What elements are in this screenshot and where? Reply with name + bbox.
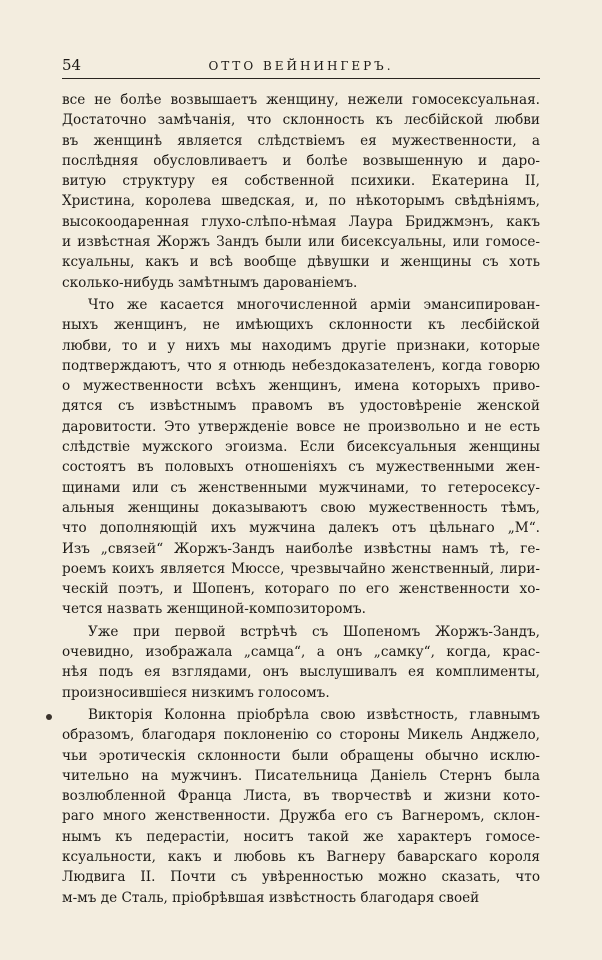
body-text — [62, 90, 540, 910]
text-line: все не болѣе возвышаетъ женщину, нежели гомосексуальная. — [62, 92, 540, 108]
text-line: любви, то и у нихъ мы находимъ другіе признаки, которые — [62, 337, 540, 354]
text-line: Христина, королева шведская, и, по нѣкоторымъ свѣдѣніямъ, — [62, 193, 540, 210]
header-rule — [62, 78, 540, 79]
paragraph — [62, 295, 540, 620]
text-line: чется назвать женщиной-композиторомъ. — [62, 601, 366, 618]
text-line: Изъ „связей“ Жоржъ-Зандъ наиболѣе извѣстны намъ тѣ, ге- — [62, 540, 540, 557]
text-line: дятся съ извѣстнымъ правомъ въ удостовѣреніе женской — [62, 398, 540, 415]
paragraph — [62, 90, 540, 293]
text-line: состоятъ въ половыхъ отношеніяхъ съ мужественными жен- — [62, 459, 540, 476]
text-line: произносившіеся низкимъ голосомъ. — [62, 684, 330, 701]
text-line: раго много женственности. Дружба его съ Вагнеромъ, склон- — [62, 808, 540, 825]
text-line: возлюбленной Франца Листа, въ творчествѣ и жизни кото- — [62, 788, 540, 805]
text-line: щинами или съ женственными мужчинами, то гетеросексу- — [62, 479, 540, 496]
text-line: Викторія Колонна пріобрѣла свою извѣстность, главнымъ — [88, 706, 540, 723]
text-line: Людвига II. Почти съ увѣренностью можно сказать, что — [62, 869, 540, 886]
text-line: альныя женщины доказываютъ свою мужественность тѣмъ, — [62, 499, 540, 516]
text-line: Что же касается многочисленной арміи эмансипирован- — [88, 296, 540, 313]
text-line: ческій поэтъ, и Шопенъ, котораго по его женственности хо- — [62, 581, 540, 598]
paragraph — [62, 705, 540, 908]
page-header — [62, 55, 540, 77]
text-line: и извѣстная Жоржъ Зандъ были или бисексуальны, или гомосе- — [62, 234, 540, 251]
text-line: послѣдняя обусловливаетъ и болѣе возвышенную и даро- — [62, 152, 540, 169]
text-line: роемъ коихъ является Мюссе, чрезвычайно женственный, лири- — [62, 560, 540, 577]
text-line: подтверждаютъ, что я отнюдь небездоказателенъ, когда говорю — [62, 357, 540, 374]
text-line: сколько-нибудь замѣтнымъ дарованіемъ. — [62, 274, 358, 291]
text-line: высокоодаренная глухо-слѣпо-нѣмая Лаура Бриджмэнъ, какъ — [62, 213, 540, 230]
page-number: 54 — [62, 56, 82, 74]
text-line: м-мъ де Сталь, пріобрѣвшая извѣстность благодаря своей — [62, 889, 480, 906]
text-line: что дополняющій ихъ мужчина далекъ отъ цѣльнаго „М“. — [62, 520, 540, 537]
text-line: витую структуру ея собственной психики. Екатерина II, — [62, 173, 540, 190]
text-line: о мужественности всѣхъ женщинъ, имена которыхъ приво- — [62, 378, 540, 395]
text-line: очевидно, изображала „самца“, а онъ „самку“, когда, крас- — [62, 644, 540, 661]
margin-ink-dot — [46, 714, 52, 720]
text-line: слѣдствіе мужского эгоизма. Если бисексуальныя женщины — [62, 439, 540, 456]
text-line: нѣя подъ ея взглядами, онъ выслушивалъ ея комплименты, — [62, 664, 540, 681]
text-line: даровитости. Это утвержденіе вовсе не произвольно и не есть — [62, 418, 540, 435]
running-head: ОТТО ВЕЙНИНГЕРЪ. — [208, 59, 394, 73]
text-line: чительно на мужчинъ. Писательница Даніель Стернъ была — [62, 767, 540, 784]
text-line: нымъ къ педерастіи, носитъ такой же характеръ гомосе- — [62, 828, 540, 845]
text-line: ксуальности, какъ и любовь къ Вагнеру баварскаго короля — [62, 848, 540, 865]
text-line: въ женщинѣ является слѣдствіемъ ея мужественности, а — [62, 132, 540, 149]
text-line: ныхъ женщинъ, не имѣющихъ склонности къ лесбійской — [62, 317, 540, 334]
text-line: Уже при первой встрѣчѣ съ Шопеномъ Жоржъ-Зандъ, — [88, 623, 540, 640]
paragraph — [62, 622, 540, 703]
text-line: Достаточно замѣчанія, что склонность къ лесбійской любви — [62, 112, 540, 129]
text-line: ксуальны, какъ и всѣ вообще дѣвушки и женщины съ хоть — [62, 254, 540, 271]
text-line: образомъ, благодаря поклоненію со стороны Микель Анджело, — [62, 727, 540, 744]
text-line: чьи эротическія склонности были обращены обычно исклю- — [62, 747, 540, 764]
